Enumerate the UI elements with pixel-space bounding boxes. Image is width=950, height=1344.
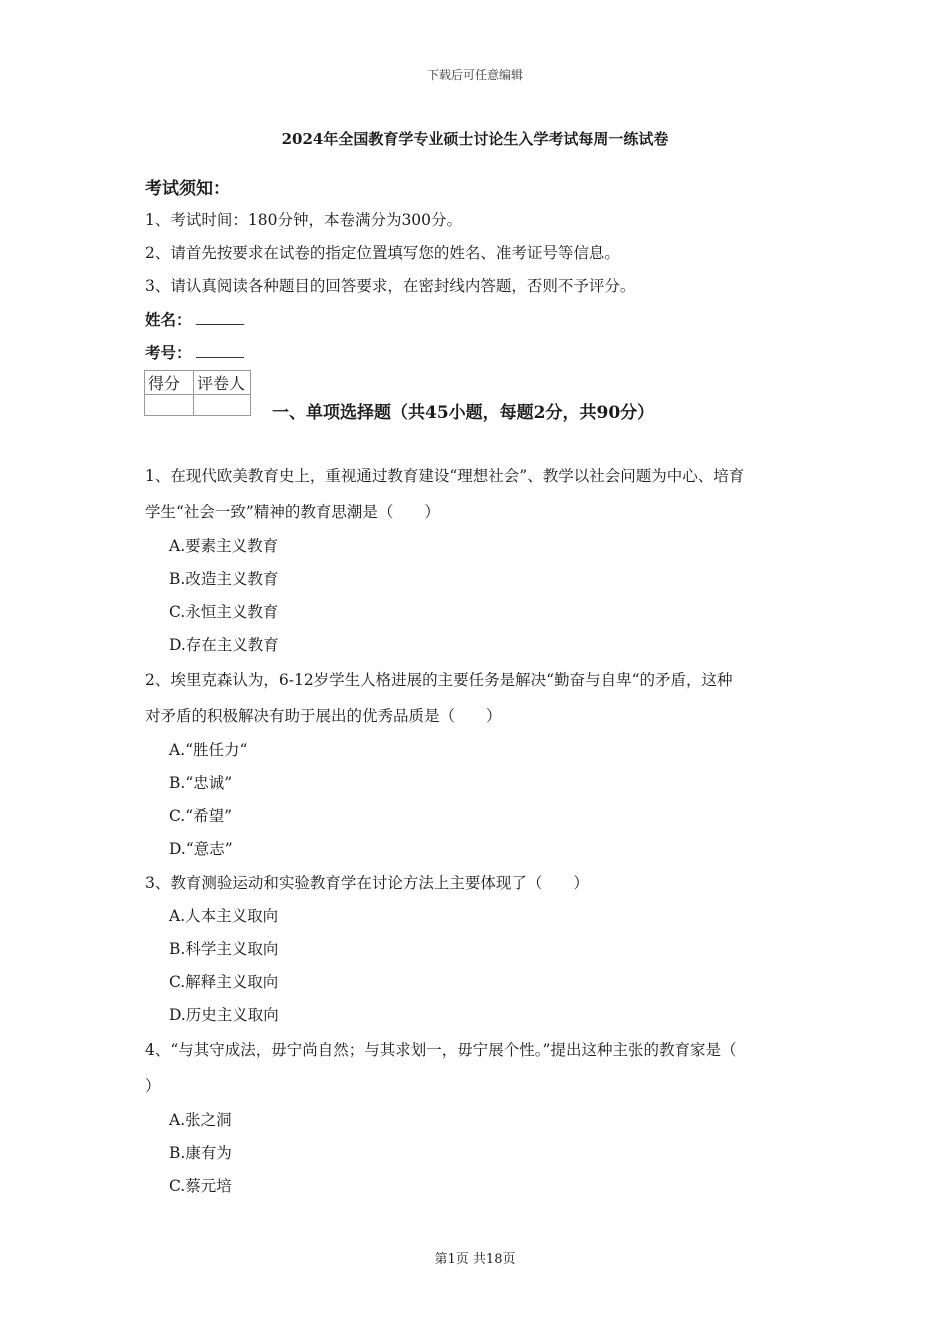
- exam-title: 2024年全国教育学专业硕士讨论生入学考试每周一练试卷: [281, 130, 669, 148]
- notice-item: 2、请首先按要求在试卷的指定位置填写您的姓名、准考证号等信息。: [145, 244, 620, 262]
- question-2-option-d: D.“意志”: [169, 840, 233, 858]
- score-cell[interactable]: [145, 395, 194, 416]
- notice-item: 1、考试时间：180分钟，本卷满分为300分。: [145, 211, 463, 229]
- name-label: 姓名：: [145, 310, 192, 329]
- question-1-option-d: D.存在主义教育: [169, 636, 279, 654]
- question-1-option-b: B.改造主义教育: [169, 570, 279, 588]
- question-2-option-c: C.“希望”: [169, 807, 233, 825]
- question-2-line-2: 对矛盾的积极解决有助于展出的优秀品质是（ ）: [145, 707, 502, 725]
- question-4-line-2: ）: [145, 1077, 161, 1095]
- question-3-option-b: B.科学主义取向: [169, 940, 279, 958]
- page-footer: 第1页 共18页: [434, 1252, 516, 1267]
- question-4-option-a: A.张之洞: [169, 1111, 232, 1129]
- question-1-option-c: C.永恒主义教育: [169, 603, 279, 621]
- question-3-option-a: A.人本主义取向: [169, 907, 279, 925]
- question-4-line-1: 4、“与其守成法，毋宁尚自然；与其求划一，毋宁展个性。”提出这种主张的教育家是（: [145, 1041, 737, 1059]
- notice-item: 3、请认真阅读各种题目的回答要求，在密封线内答题，否则不予评分。: [145, 277, 636, 295]
- question-2-option-a: A.“胜任力“: [169, 741, 248, 759]
- section-title: 一、单项选择题（共45小题，每题2分，共90分）: [272, 403, 655, 423]
- name-blank[interactable]: [196, 310, 244, 325]
- question-3-option-d: D.历史主义取向: [169, 1006, 279, 1024]
- notice-heading: 考试须知：: [145, 179, 230, 199]
- question-2-option-b: B.“忠诚”: [169, 774, 233, 792]
- question-2-line-1: 2、埃里克森认为，6-12岁学生人格进展的主要任务是解决“勤奋与自卑“的矛盾，这种: [145, 671, 733, 689]
- id-blank[interactable]: [196, 343, 244, 358]
- question-1-line-1: 1、在现代欧美教育史上，重视通过教育建设“理想社会”、教学以社会问题为中心、培育: [145, 467, 745, 485]
- id-field: [145, 341, 244, 363]
- score-table: [144, 370, 251, 416]
- grader-header: 评卷人: [194, 371, 251, 395]
- page-header: 下载后可任意编辑: [426, 68, 523, 82]
- question-3-line-1: 3、教育测验运动和实验教育学在讨论方法上主要体现了（ ）: [145, 874, 589, 892]
- grader-cell[interactable]: [194, 395, 251, 416]
- id-label: 考号：: [145, 343, 192, 362]
- question-1-line-2: 学生“社会一致”精神的教育思潮是（ ）: [145, 503, 440, 521]
- question-1-option-a: A.要素主义教育: [169, 537, 279, 555]
- score-header: 得分: [145, 371, 194, 395]
- question-4-option-b: B.康有为: [169, 1144, 232, 1162]
- question-3-option-c: C.解释主义取向: [169, 973, 279, 991]
- question-4-option-c: C.蔡元培: [169, 1177, 232, 1195]
- name-field: [145, 308, 244, 330]
